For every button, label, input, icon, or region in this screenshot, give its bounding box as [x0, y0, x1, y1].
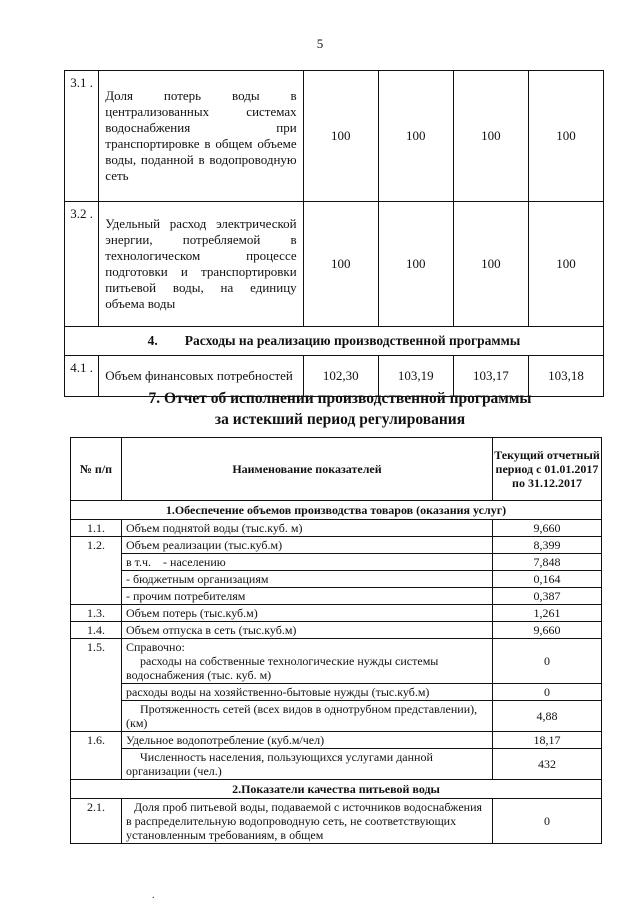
section-heading: 1.Обеспечение объемов производства товаров (оказания услуг): [71, 501, 602, 520]
table-header: [71, 438, 602, 501]
row-number: 2.1.: [71, 799, 122, 844]
row-number: 1.1.: [71, 520, 122, 537]
indicator-name: - прочим потребителям: [122, 588, 493, 605]
value-cell: 1,261: [493, 605, 602, 622]
indicator-name: расходы воды на хозяйственно-бытовые нужды (тыс.куб.м): [122, 684, 493, 701]
value-cell: 103,19: [378, 356, 453, 397]
indicator-name: Объем финансовых потребностей: [99, 356, 303, 397]
row-number: 4.1 .: [65, 356, 99, 397]
row-number: 1.2.: [71, 537, 122, 554]
value-cell: 4,88: [493, 701, 602, 732]
value-cell: 100: [528, 71, 603, 202]
section-row: [71, 501, 602, 520]
value-cell: 0: [493, 684, 602, 701]
value-cell: 102,30: [303, 356, 378, 397]
table-row: [71, 520, 602, 537]
table-row: [71, 799, 602, 844]
indicator-name: - бюджетным организациям: [122, 571, 493, 588]
value-cell: 9,660: [493, 622, 602, 639]
table-row: [71, 554, 602, 571]
page-number: 5: [316, 36, 324, 51]
row-number: 1.4.: [71, 622, 122, 639]
row-number: 1.3.: [71, 605, 122, 622]
value-cell: 0: [493, 639, 602, 684]
reference-label: Справочно:: [126, 640, 185, 654]
header-number: № п/п: [71, 438, 122, 501]
table-row: [65, 202, 604, 327]
indicator-name: Объем реализации (тыс.куб.м): [122, 537, 493, 554]
value-cell: 100: [378, 71, 453, 202]
table-row: [71, 588, 602, 605]
indicator-name: Удельное водопотребление (куб.м/чел): [122, 732, 493, 749]
table-row: [71, 732, 602, 749]
report-title-line: за истекший период регулирования: [214, 411, 466, 428]
section-row: [65, 327, 604, 356]
table-row: [71, 537, 602, 554]
value-cell: 8,399: [493, 537, 602, 554]
section-heading: 4. Расходы на реализацию производственной программы: [65, 327, 604, 356]
value-cell: 7,848: [493, 554, 602, 571]
value-cell: 100: [528, 202, 603, 327]
value-cell: 432: [493, 749, 602, 780]
value-cell: 18,17: [493, 732, 602, 749]
indicators-table: [64, 70, 604, 397]
report-title-line: 7. Отчет об исполнении производственной программы: [148, 390, 532, 407]
indicator-name: Объем потерь (тыс.куб.м): [122, 605, 493, 622]
section-row: [71, 780, 602, 799]
value-cell: 0,387: [493, 588, 602, 605]
value-cell: 0: [493, 799, 602, 844]
value-cell: 100: [378, 202, 453, 327]
report-table: [70, 437, 602, 844]
table-row: [71, 749, 602, 780]
value-cell: 100: [303, 202, 378, 327]
value-cell: 100: [303, 71, 378, 202]
table-row: [71, 684, 602, 701]
table-row: [71, 622, 602, 639]
indicator-name: в т.ч. - населению: [122, 554, 493, 571]
value-cell: 100: [453, 202, 528, 327]
value-cell: 0,164: [493, 571, 602, 588]
indicator-text: расходы на собственные технологические нужды системы водоснабжения (тыс. куб. м): [126, 654, 439, 682]
indicator-name: Удельный расход электрической энергии, потребляемой в технологическом процессе подготовки и транспортировки питьевой воды, на единицу объема воды: [99, 202, 303, 327]
value-cell: 100: [453, 71, 528, 202]
header-period: Текущий отчетный период с 01.01.2017 по 31.12.2017: [493, 438, 602, 501]
table-row: [71, 605, 602, 622]
scan-mark: .: [152, 890, 155, 901]
row-number: 1.5.: [71, 639, 122, 684]
table-row: [71, 639, 602, 684]
value-cell: 103,18: [528, 356, 603, 397]
header-name: Наименование показателей: [122, 438, 493, 501]
value-cell: 103,17: [453, 356, 528, 397]
row-number: 1.6.: [71, 732, 122, 749]
indicator-name: Протяженность сетей (всех видов в однотрубном представлении), (км): [122, 701, 493, 732]
row-number: 3.2 .: [65, 202, 99, 327]
indicator-name: Объем поднятой воды (тыс.куб. м): [122, 520, 493, 537]
section-heading: 2.Показатели качества питьевой воды: [71, 780, 602, 799]
indicator-name: Численность населения, пользующихся услугами данной организации (чел.): [122, 749, 493, 780]
value-cell: 9,660: [493, 520, 602, 537]
indicator-name: Доля проб питьевой воды, подаваемой с источников водоснабжения в распределительную водопроводную сеть, не соответствующих установленным требованиям, в общем: [122, 799, 493, 844]
table-row: [65, 71, 604, 202]
table-row: [71, 571, 602, 588]
report-title: [0, 388, 640, 430]
indicator-name: Доля потерь воды в централизованных системах водоснабжения при транспортировке в общем объеме воды, поданной в водопроводную сеть: [99, 71, 303, 202]
indicator-name: [122, 639, 493, 684]
indicator-name: Объем отпуска в сеть (тыс.куб.м): [122, 622, 493, 639]
row-number: 3.1 .: [65, 71, 99, 202]
table-row: [71, 701, 602, 732]
